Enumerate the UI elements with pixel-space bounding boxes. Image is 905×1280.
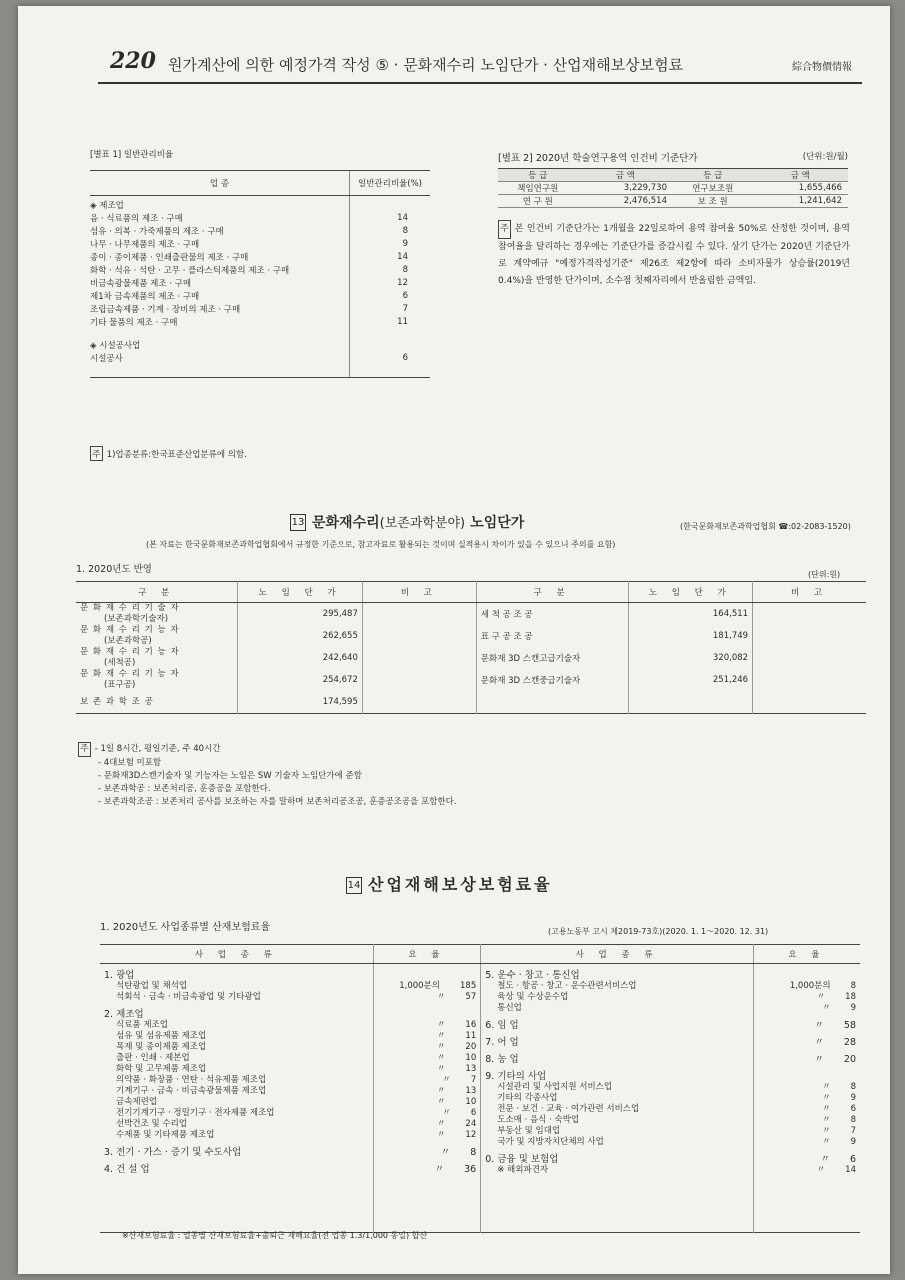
group-rate <box>378 970 477 981</box>
list-item: 철도 · 항공 · 창고 · 운수관련서비스업 <box>497 981 637 991</box>
list-item-rate: 1,000분의 8 <box>789 981 856 991</box>
table1 <box>90 170 430 378</box>
group-title: 4. 건 설 업 <box>104 1164 150 1175</box>
page-title: 원가계산에 의한 예정가격 작성 ⑤ · 문화재수리 노임단가 · 산업재해보상보험료 <box>168 56 684 74</box>
table-row: 종이 · 종이제품 · 인쇄출판물의 제조 · 구매 14 <box>90 250 430 263</box>
list-item-rate: 〃 13 <box>436 1064 477 1074</box>
list-item-rate: 〃 18 <box>816 992 856 1002</box>
list-item: 식료품 제조업 <box>116 1020 168 1030</box>
table-row: 문 화 재 수 리 기 능 자 (보존과학공) 262,655 표 구 공 조 공 181,749 <box>76 625 866 647</box>
list-item: 목재 및 종이제품 제조업 <box>116 1042 207 1052</box>
list-item-rate: 〃 24 <box>436 1119 477 1129</box>
document-page <box>18 6 890 1274</box>
group-rate: 〃 8 <box>440 1147 477 1158</box>
insurance-rate-table: 사 업 종 류 요 율 사 업 종 류 요 율 1. 광업 석탄광업 및 채석업 석회석 · 금속 · 비금속광업 및 기타광업 2. 제조업 식료품 제조업 섬유 및 섬유제품 제조업 목재 및 종이제품 제조업 출판 · 인쇄 · 제본업 화학 및 고무제품 제조업 의약품 · 화장품 · 연탄 · 석유제품 제조업 기계기구 · 금속 · 비금속광물제품 제조업 금속제련업 전기기계기구 · 정밀기구 · 전자제품 제조업 선박건조 및 수리업 수제품 및 기타제품 제조업 3. 전기 · 가스 · 증기 및 수도사업 4. 건 설 업 1,000분의 185 〃 57 〃 16 〃 11 〃 20 〃 10 〃 13 〃 7 〃 13 〃 10 〃 6 〃 24 〃 12 〃 8 〃 36 5. 운수 · 창고 · 통신업 철도 · 항공 · 창고 · 운수관련서비스업 육상 및 수상운수업 통신업 6. 임 업 7. 어 업 8. 농 업 9. 기타의 사업 시설관리 및 사업지원 서비스업 기타의 각종사업 전문 · 보건 · 교육 · 여가관련 서비스업 도소매 · 음식 · 숙박업 부동산 및 임대업 국가 및 지방자치단체의 사업 0. 금융 및 보험업 ※ 해외파견자 1,000분의 8 〃 18 〃 9 〃 58 〃 28 〃 20 〃 8 〃 9 〃 6 〃 8 〃 7 〃 9 〃 6 〃 14 <box>100 944 860 1233</box>
list-item-rate: 〃 57 <box>436 992 477 1002</box>
table-row: 문 화 재 수 리 기 능 자 (표구공) 254,672 문화재 3D 스캔중급기술자 251,246 <box>76 669 866 691</box>
group-rate: 〃 58 <box>814 1020 856 1031</box>
group-rate <box>758 970 856 981</box>
note-mark: 주 <box>498 220 511 239</box>
list-item: 선박건조 및 수리업 <box>116 1119 188 1129</box>
table1-group-row: ◈ 시설공사업 <box>90 328 430 351</box>
note-mark: 주 <box>78 742 91 757</box>
list-item: 국가 및 지방자치단체의 사업 <box>497 1137 604 1147</box>
publication-name: 綜合物價情報 <box>792 62 852 73</box>
group-title: 2. 제조업 <box>104 1009 144 1020</box>
section13-notes: 주 - 1일 8시간, 평일기준, 주 40시간 - 4대보험 미포함 - 문화재3D스캔기술자 및 기능자는 노임은 SW 기술자 노임단가에 준함 - 보존과학공 : 보존처리공, 훈증공을 포함한다. - 보존과학조공 : 보존처리 공사를 보조하는 자를 말하며 보존처리공조공, 훈증공조공을 포함한다. <box>80 744 457 807</box>
list-item-rate: 〃 10 <box>436 1097 477 1107</box>
group-rate: 〃 6 <box>820 1154 856 1165</box>
table-row: 제1차 금속제품의 제조 · 구매 6 <box>90 289 430 302</box>
section14-heading: 1. 2020년도 사업종류별 산재보험료율 <box>100 922 271 933</box>
group-title: 0. 금융 및 보험업 <box>485 1154 559 1165</box>
table2-caption: [별표 2] 2020년 학술연구용역 인건비 기준단가 (단위:원/월) <box>498 152 848 164</box>
section14-title: 14 산업재해보상보험료율 <box>347 875 553 894</box>
table-row: 문 화 재 수 리 기 능 자 (세척공) 242,640 문화재 3D 스캔고급기술자 320,082 <box>76 647 866 669</box>
table1-note: 주 1)업종분류:한국표준산업분류에 의함. <box>90 446 247 461</box>
group-title: 5. 운수 · 창고 · 통신업 <box>485 970 580 981</box>
group-title: 9. 기타의 사업 <box>485 1071 547 1082</box>
list-item: 도소매 · 음식 · 숙박업 <box>497 1115 580 1125</box>
table-row: 섬유 · 의복 · 가죽제품의 제조 · 구매 8 <box>90 224 430 237</box>
table-row: 음 · 식료품의 제조 · 구매 14 <box>90 211 430 224</box>
list-item: 수제품 및 기타제품 제조업 <box>116 1130 215 1140</box>
list-item: 의약품 · 화장품 · 연탄 · 석유제품 제조업 <box>116 1075 267 1085</box>
table-row: 보 존 과 학 조 공 174,595 <box>76 691 866 714</box>
section13-unit: (단위:원) <box>808 570 841 579</box>
group-title: 6. 임 업 <box>485 1020 519 1031</box>
group-rate <box>758 1071 856 1082</box>
list-item-rate: 〃 12 <box>436 1130 477 1140</box>
table-row: 문 화 재 수 리 기 술 자 (보존과학기술자) 295,487 세 척 공 조 공 164,511 <box>76 603 866 626</box>
group-title: 3. 전기 · 가스 · 증기 및 수도사업 <box>104 1147 242 1158</box>
group-rate <box>378 1009 477 1020</box>
table1-caption: [별표 1] 일반관리비율 <box>90 150 174 160</box>
table-row: 나무 · 나무제품의 제조 · 구매 9 <box>90 237 430 250</box>
list-item-rate: 〃 9 <box>822 1093 856 1103</box>
list-item-rate: 〃 7 <box>822 1126 856 1136</box>
list-item: 출판 · 인쇄 · 제본업 <box>116 1053 190 1063</box>
list-item: ※ 해외파견자 <box>497 1165 549 1175</box>
list-item-rate: 〃 8 <box>822 1115 856 1125</box>
list-item: 석탄광업 및 채석업 <box>116 981 188 991</box>
right-rate-column <box>753 964 860 1233</box>
list-item: 부동산 및 임대업 <box>497 1126 561 1136</box>
table2-unit: (단위:원/월) <box>802 152 848 162</box>
list-item-rate: 〃 6 <box>822 1104 856 1114</box>
list-item: 석회석 · 금속 · 비금속광업 및 기타광업 <box>116 992 261 1002</box>
list-item-rate: 〃 16 <box>436 1020 477 1030</box>
list-item-rate: 1,000분의 185 <box>399 981 477 991</box>
list-item-rate: 〃 9 <box>822 1003 856 1013</box>
note-mark: 주 <box>90 446 103 461</box>
page-number: 220 <box>110 48 156 74</box>
table1-header-row: 업 종 일반관리비율(%) <box>90 171 430 196</box>
table-row: 비금속광물제품 제조 · 구매 12 <box>90 276 430 289</box>
table1-group-row: ◈ 제조업 <box>90 196 430 212</box>
section13-heading: 1. 2020년도 반영 <box>76 564 152 575</box>
wage-table: 구 분 노 임 단 가 비 고 구 분 노 임 단 가 비 고 문 화 재 수 리 기 술 자 (보존과학기술자) 295,487 세 척 공 조 공 164,511 문 화 재 수 리 기 능 자 (보존과학공) 262,655 표 구 공 조 공 181,749 문 화 재 수 리 기 능 자 (세척공) 242,640 문화재 3D 스캔고급기술자 320,082 문 화 재 수 리 기 능 자 (표구공) 254,672 문화재 3D 스캔중급기술자 251,246 보 존 과 학 조 공 174,595 <box>76 581 866 714</box>
table2: 등 급 금 액 등 급 금 액 책임연구원 3,229,730 연구보조원 1,655,466 연 구 원 2,476,514 보 조 원 1,241,642 <box>498 168 848 208</box>
table-row: 기타 물품의 제조 · 구매 11 <box>90 315 430 328</box>
table-row: 조립금속제품 · 기계 · 장비의 제조 · 구매 7 <box>90 302 430 315</box>
list-item: 전기기계기구 · 정밀기구 · 전자제품 제조업 <box>116 1108 275 1118</box>
group-rate: 〃 28 <box>814 1037 856 1048</box>
list-item: 육상 및 수상운수업 <box>497 992 569 1002</box>
list-item-rate: 〃 13 <box>436 1086 477 1096</box>
list-item-rate: 〃 9 <box>822 1137 856 1147</box>
table-row: 화학 · 석유 · 석탄 · 고무 · 플라스틱제품의 제조 · 구매 8 <box>90 263 430 276</box>
header-rule <box>98 82 862 84</box>
list-item: 화학 및 고무제품 제조업 <box>116 1064 207 1074</box>
list-item-rate: 〃 10 <box>436 1053 477 1063</box>
section-number-badge: 14 <box>346 877 362 894</box>
section14-footnote: ※산재보험료율 : 업종별 산재보험료율+출퇴근 재해요율(전 업종 1.3/1,000 동일) 합산 <box>122 1231 428 1240</box>
list-item: 기계기구 · 금속 · 비금속광물제품 제조업 <box>116 1086 267 1096</box>
left-rate-column <box>373 964 481 1233</box>
list-item-rate: 〃 11 <box>436 1031 477 1041</box>
list-item: 섬유 및 섬유제품 제조업 <box>116 1031 207 1041</box>
group-title: 7. 어 업 <box>485 1037 519 1048</box>
list-item: 시설관리 및 사업지원 서비스업 <box>497 1082 613 1092</box>
section14-source: (고용노동부 고시 제2019-73호)(2020. 1. 1～2020. 12. 31) <box>548 927 769 936</box>
list-item-rate: 〃 6 <box>442 1108 477 1118</box>
table-row: 시설공사 6 <box>90 351 430 364</box>
list-item: 기타의 각종사업 <box>497 1093 558 1103</box>
list-item-rate: 〃 7 <box>442 1075 477 1085</box>
list-item-rate: 〃 20 <box>436 1042 477 1052</box>
right-industry-column <box>481 964 754 1233</box>
list-item-rate: 〃 14 <box>816 1165 856 1175</box>
section13-subtitle: (본 자료는 한국문화재보존과학업협회에서 규정한 기준으로, 참고자료로 활용되는 것이며 실적용시 차이가 있을 수 있으니 주의를 요함) <box>146 540 616 549</box>
group-title: 8. 농 업 <box>485 1054 519 1065</box>
group-rate: 〃 20 <box>814 1054 856 1065</box>
section-number-badge: 13 <box>290 514 306 531</box>
section13-title: 13 문화재수리(보존과학분야) 노임단가 <box>291 515 525 531</box>
list-item: 전문 · 보건 · 교육 · 여가관련 서비스업 <box>497 1104 640 1114</box>
list-item: 금속제련업 <box>116 1097 158 1107</box>
group-title: 1. 광업 <box>104 970 135 981</box>
table2-note: 주 본 인건비 기준단가는 1개월을 22일로하여 용역 참여율 50%로 산정한 것이며, 용역 참여율을 달리하는 경우에는 기준단가를 증감시킬 수 있다. 상기 단가는 2020년 기준단가로 계약예규 "예정가격작성기준" 제26조 제2항에 따라 소비자물가 상승률(2019년 0.4%)을 반영한 단가이며, 소수점 첫째자리에서 반올림한 금액임. <box>498 220 850 290</box>
list-item-rate: 〃 8 <box>822 1082 856 1092</box>
group-rate: 〃 36 <box>434 1164 477 1175</box>
section13-source: (한국문화재보존과학업협회 ☎:02-2083-1520) <box>680 522 851 531</box>
list-item: 통신업 <box>497 1003 522 1013</box>
left-industry-column <box>100 964 373 1233</box>
